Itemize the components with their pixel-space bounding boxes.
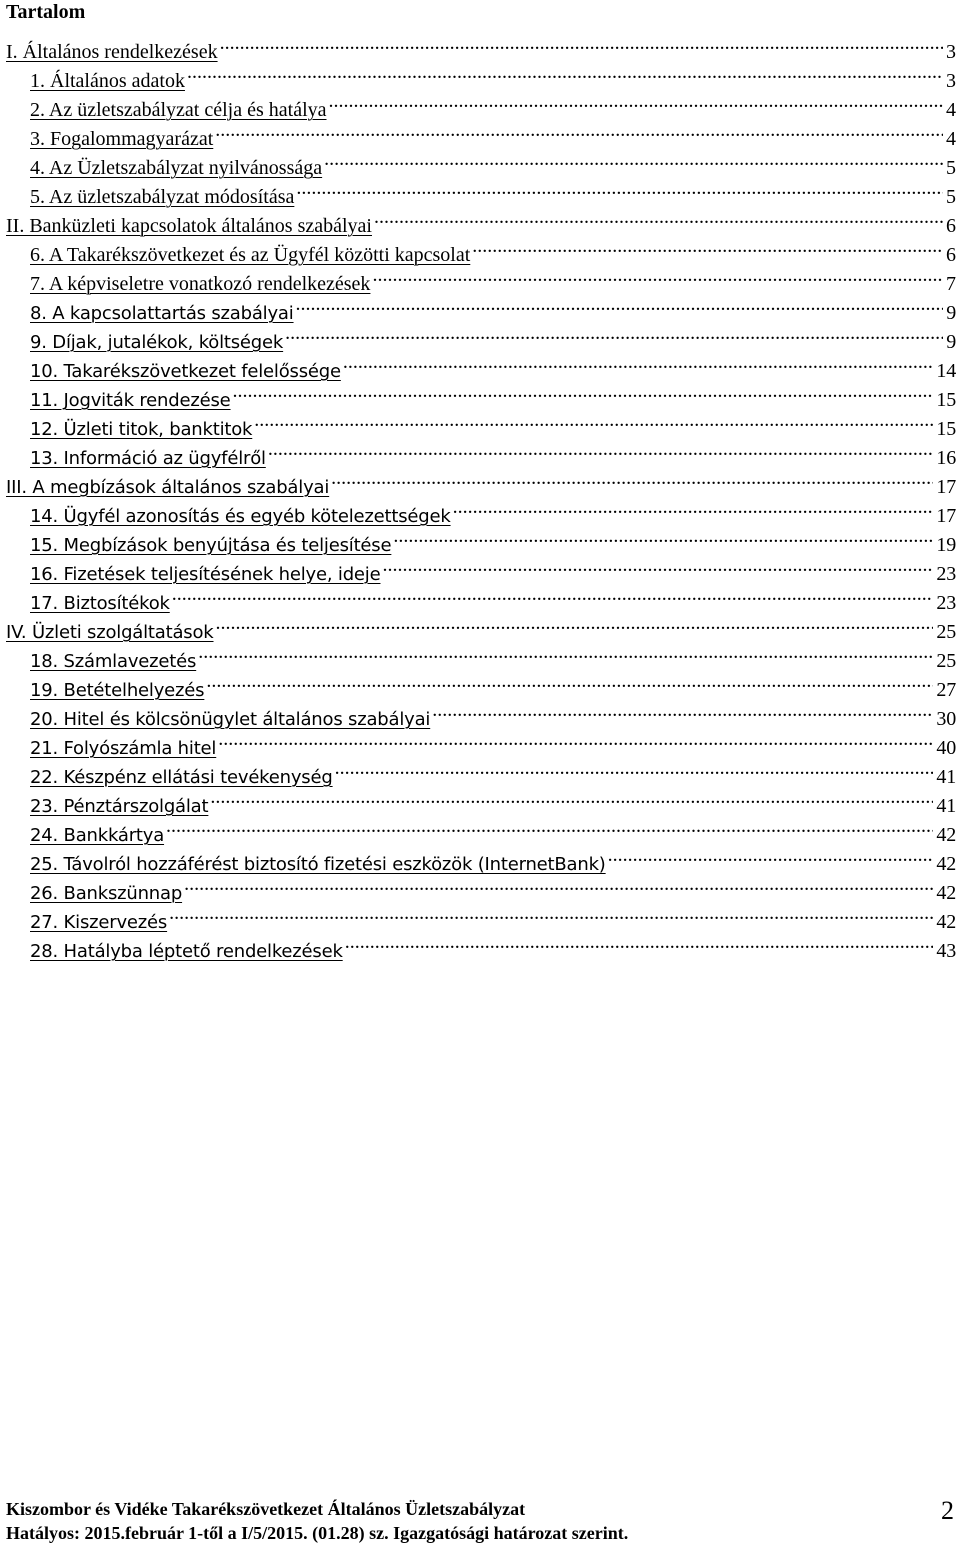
- toc-title: Tartalom: [6, 1, 86, 23]
- toc-entry-page-number[interactable]: 42: [936, 824, 956, 846]
- dot-leader: [254, 406, 933, 435]
- toc-entry-page-number[interactable]: 5: [946, 157, 956, 179]
- toc-entry-link[interactable]: 19. Betételhelyezés: [30, 680, 205, 701]
- toc-entry-link[interactable]: 6. A Takarékszövetkezet és az Ügyfél közötti kapcsolat: [30, 244, 471, 266]
- toc-entry-page-number[interactable]: 9: [946, 331, 956, 353]
- dot-leader: [296, 290, 944, 319]
- toc-entry-link[interactable]: 22. Készpénz ellátási tevékenység: [30, 767, 333, 788]
- dot-leader: [472, 232, 943, 261]
- dot-leader: [218, 725, 933, 754]
- toc-entry-page-number[interactable]: 42: [936, 882, 956, 904]
- footer-institution: Kiszombor és Vidéke Takarékszövetkezet Általános Üzletszabályzat: [6, 1499, 526, 1519]
- toc-entry-page-number[interactable]: 25: [936, 650, 956, 672]
- toc-entry-page-number[interactable]: 25: [936, 621, 956, 643]
- dot-leader: [206, 667, 933, 696]
- toc-entry-link[interactable]: II. Banküzleti kapcsolatok általános szabályai: [6, 215, 372, 237]
- dot-leader: [335, 754, 934, 783]
- dot-leader: [329, 87, 943, 116]
- toc-entry-page-number[interactable]: 16: [936, 447, 956, 469]
- toc-entry-page-number[interactable]: 14: [936, 360, 956, 382]
- dot-leader: [210, 783, 933, 812]
- toc-entry-page-number[interactable]: 7: [946, 273, 956, 295]
- table-of-contents: [0, 29, 960, 962]
- toc-entry-link[interactable]: 9. Díjak, jutalékok, költségek: [30, 332, 284, 353]
- toc-entry-page-number[interactable]: 40: [936, 737, 956, 759]
- toc-entry-link[interactable]: I. Általános rendelkezések: [6, 41, 218, 63]
- dot-leader: [233, 377, 934, 406]
- toc-entry-link[interactable]: 20. Hitel és kölcsönügylet általános szabályai: [30, 709, 431, 730]
- toc-entry-page-number[interactable]: 43: [936, 940, 956, 962]
- toc-entry-link[interactable]: 12. Üzleti titok, banktitok: [30, 419, 253, 440]
- toc-entry-link[interactable]: 4. Az Üzletszabályzat nyilvánossága: [30, 157, 323, 179]
- toc-entry-link[interactable]: 25. Távolról hozzáférést biztosító fizetési eszközök (InternetBank): [30, 854, 606, 875]
- footer-effective-date: Hatályos: 2015.február 1-től a I/5/2015. (01.28) sz. Igazgatósági határozat szerint.: [6, 1523, 629, 1543]
- dot-leader: [345, 928, 934, 957]
- toc-entry-page-number[interactable]: 41: [936, 766, 956, 788]
- toc-entry-link[interactable]: 26. Bankszünnap: [30, 883, 183, 904]
- dot-leader: [331, 464, 933, 493]
- dot-leader: [166, 812, 933, 841]
- dot-leader: [285, 319, 943, 348]
- dot-leader: [172, 580, 934, 609]
- toc-entry-page-number[interactable]: 4: [946, 99, 956, 121]
- dot-leader: [453, 493, 934, 522]
- toc-entry-page-number[interactable]: 42: [936, 911, 956, 933]
- toc-entry-link[interactable]: 23. Pénztárszolgálat: [30, 796, 209, 817]
- toc-entry-link[interactable]: 11. Jogviták rendezése: [30, 390, 231, 411]
- toc-entry-page-number[interactable]: 17: [936, 505, 956, 527]
- toc-entry-page-number[interactable]: 4: [946, 128, 956, 150]
- toc-entry-link[interactable]: 1. Általános adatok: [30, 70, 185, 92]
- toc-entry-page-number[interactable]: 23: [936, 592, 956, 614]
- toc-entry-link[interactable]: 5. Az üzletszabályzat módosítása: [30, 186, 295, 208]
- dot-leader: [374, 203, 943, 232]
- toc-entry-link[interactable]: 21. Folyószámla hitel: [30, 738, 217, 759]
- toc-entry-link[interactable]: 10. Takarékszövetkezet felelőssége: [30, 361, 341, 382]
- toc-entry-link[interactable]: 3. Fogalommagyarázat: [30, 128, 214, 150]
- dot-leader: [393, 522, 933, 551]
- toc-entry-page-number[interactable]: 3: [946, 41, 956, 63]
- toc-entry-link[interactable]: 7. A képviseletre vonatkozó rendelkezések: [30, 273, 371, 295]
- dot-leader: [324, 145, 943, 174]
- toc-entry-page-number[interactable]: 17: [936, 476, 956, 498]
- dot-leader: [343, 348, 934, 377]
- toc-entry-page-number[interactable]: 3: [946, 70, 956, 92]
- toc-entry-link[interactable]: 27. Kiszervezés: [30, 912, 168, 933]
- dot-leader: [198, 638, 933, 667]
- toc-entry-link[interactable]: 2. Az üzletszabályzat célja és hatálya: [30, 99, 327, 121]
- toc-entry-page-number[interactable]: 23: [936, 563, 956, 585]
- dot-leader: [608, 841, 934, 870]
- toc-entry-page-number[interactable]: 19: [936, 534, 956, 556]
- toc-entry-page-number[interactable]: 6: [946, 244, 956, 266]
- dot-leader: [296, 174, 943, 203]
- dot-leader: [382, 551, 933, 580]
- toc-entry-page-number[interactable]: 15: [936, 418, 956, 440]
- toc-entry-page-number[interactable]: 30: [936, 708, 956, 730]
- toc-entry-link[interactable]: 8. A kapcsolattartás szabályai: [30, 303, 294, 324]
- page-footer: [6, 1497, 954, 1545]
- toc-entry-link[interactable]: 28. Hatályba léptető rendelkezések: [30, 941, 343, 962]
- toc-entry-link[interactable]: 13. Információ az ügyfélről: [30, 448, 266, 469]
- toc-entry-page-number[interactable]: 9: [946, 302, 956, 324]
- dot-leader: [216, 609, 934, 638]
- dot-leader: [215, 116, 943, 145]
- dot-leader: [187, 58, 943, 87]
- toc-entry[interactable]: [0, 29, 960, 63]
- dot-leader: [220, 29, 943, 58]
- toc-entry-link[interactable]: 14. Ügyfél azonosítás és egyéb kötelezettségek: [30, 506, 451, 527]
- toc-entry-page-number[interactable]: 6: [946, 215, 956, 237]
- dot-leader: [432, 696, 933, 725]
- toc-entry-link[interactable]: 17. Biztosítékok: [30, 593, 170, 614]
- toc-entry-page-number[interactable]: 27: [936, 679, 956, 701]
- toc-entry-page-number[interactable]: 5: [946, 186, 956, 208]
- dot-leader: [169, 899, 933, 928]
- toc-entry-link[interactable]: III. A megbízások általános szabályai: [6, 477, 330, 498]
- toc-entry-link[interactable]: 18. Számlavezetés: [30, 651, 197, 672]
- dot-leader: [184, 870, 933, 899]
- toc-entry-page-number[interactable]: 41: [936, 795, 956, 817]
- toc-entry-page-number[interactable]: 42: [936, 853, 956, 875]
- dot-leader: [268, 435, 934, 464]
- toc-entry-link[interactable]: 24. Bankkártya: [30, 825, 165, 846]
- dot-leader: [372, 261, 943, 290]
- page-number: 2: [941, 1496, 954, 1525]
- toc-entry-link[interactable]: 15. Megbízások benyújtása és teljesítése: [30, 535, 392, 556]
- toc-entry-link[interactable]: IV. Üzleti szolgáltatások: [6, 622, 214, 643]
- toc-entry-link[interactable]: 16. Fizetések teljesítésének helye, ideje: [30, 564, 381, 585]
- toc-entry-page-number[interactable]: 15: [936, 389, 956, 411]
